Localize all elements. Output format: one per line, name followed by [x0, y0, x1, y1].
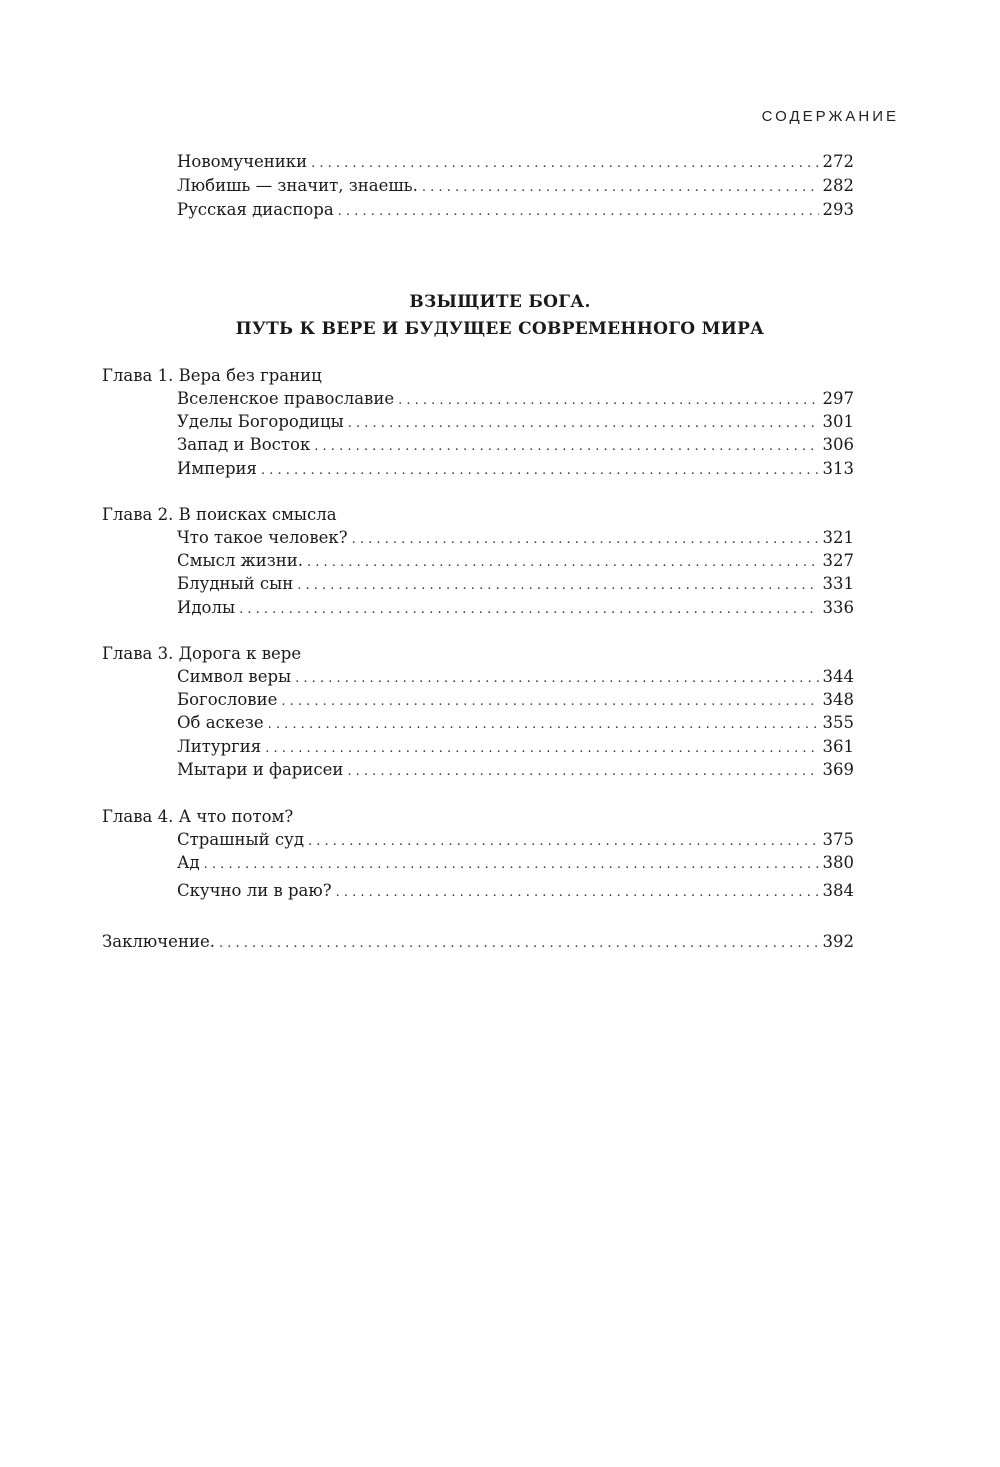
- toc-entry-title: Литургия: [177, 737, 262, 756]
- toc-entry-page: 375: [822, 830, 854, 849]
- toc-entry-title: Богословие: [177, 690, 278, 709]
- toc-entry-page: 306: [822, 435, 854, 454]
- toc-entry[interactable]: [177, 666, 854, 690]
- toc-entry-page: 321: [822, 528, 854, 547]
- toc-entry-page: 272: [822, 152, 854, 171]
- leader-dots: [314, 436, 818, 458]
- leader-dots: [336, 882, 819, 904]
- toc-entry[interactable]: [177, 712, 854, 736]
- toc-entry-page: 380: [822, 853, 854, 872]
- toc-entry[interactable]: [177, 434, 854, 458]
- leader-dots: [204, 854, 819, 876]
- leader-dots: [307, 552, 819, 574]
- toc-entry[interactable]: [177, 597, 854, 621]
- toc-entry-title: Что такое человек?: [177, 528, 348, 547]
- toc-entry-page: 293: [822, 200, 854, 219]
- toc-entry-conclusion[interactable]: [102, 931, 854, 955]
- toc-entry-title: Новомученики: [177, 152, 308, 171]
- toc-entry-title: Запад и Восток: [177, 435, 311, 454]
- chapter-heading[interactable]: Глава 3. Дорога к вере: [102, 644, 302, 663]
- toc-entry-title: Любишь — значит, знаешь.: [177, 176, 418, 195]
- toc-entry[interactable]: [177, 880, 854, 904]
- toc-entry[interactable]: [177, 411, 854, 435]
- toc-entry-title: Мытари и фарисеи: [177, 760, 344, 779]
- toc-entry-title: Страшный суд: [177, 830, 304, 849]
- leader-dots: [338, 201, 819, 223]
- toc-entry[interactable]: [177, 852, 854, 876]
- leader-dots: [347, 761, 818, 783]
- toc-entry-page: 331: [822, 574, 854, 593]
- toc-entry-page: 344: [822, 667, 854, 686]
- chapter-heading[interactable]: Глава 2. В поисках смысла: [102, 505, 337, 524]
- toc-entry[interactable]: [177, 388, 854, 412]
- leader-dots: [348, 413, 819, 435]
- toc-entry-title: Скучно ли в раю?: [177, 881, 332, 900]
- toc-entry-title: Смысл жизни.: [177, 551, 303, 570]
- leader-dots: [311, 153, 818, 175]
- leader-dots: [268, 714, 819, 736]
- toc-entry-title: Империя: [177, 459, 257, 478]
- leader-dots: [239, 599, 818, 621]
- leader-dots: [398, 390, 818, 412]
- running-head: СОДЕРЖАНИЕ: [761, 108, 899, 125]
- toc-entry-page: 384: [822, 881, 854, 900]
- toc-entry-page: 336: [822, 598, 854, 617]
- leader-dots: [308, 831, 819, 853]
- leader-dots: [422, 177, 819, 199]
- toc-entry[interactable]: [177, 550, 854, 574]
- toc-entry[interactable]: [177, 759, 854, 783]
- toc-entry[interactable]: [177, 458, 854, 482]
- leader-dots: [352, 529, 819, 551]
- toc-entry-title: Идолы: [177, 598, 236, 617]
- toc-entry-title: Об аскезе: [177, 713, 264, 732]
- part-title-line-1: ВЗЫЩИТЕ БОГА.: [409, 292, 591, 312]
- toc-entry-title: Символ веры: [177, 667, 292, 686]
- toc-entry[interactable]: [177, 689, 854, 713]
- toc-entry-page: 369: [822, 760, 854, 779]
- toc-entry-title: Уделы Богородицы: [177, 412, 344, 431]
- toc-entry-title: Блудный сын: [177, 574, 294, 593]
- toc-entry-title: Ад: [177, 853, 200, 872]
- part-title-line-2: ПУТЬ К ВЕРЕ И БУДУЩЕЕ СОВРЕМЕННОГО МИРА: [235, 319, 765, 339]
- toc-entry-title: Вселенское православие: [177, 389, 395, 408]
- toc-entry[interactable]: [177, 573, 854, 597]
- toc-entry[interactable]: [177, 199, 854, 223]
- leader-dots: [261, 460, 819, 482]
- toc-entry-page: 301: [822, 412, 854, 431]
- toc-entry[interactable]: [177, 829, 854, 853]
- toc-entry-page: 348: [822, 690, 854, 709]
- toc-entry[interactable]: [177, 151, 854, 175]
- toc-entry-page: 355: [822, 713, 854, 732]
- toc-entry-page: 297: [822, 389, 854, 408]
- toc-entry[interactable]: [177, 527, 854, 551]
- leader-dots: [219, 933, 819, 955]
- toc-entry-page: 313: [822, 459, 854, 478]
- toc-entry-page: 361: [822, 737, 854, 756]
- toc-entry-page: 392: [822, 932, 854, 951]
- chapter-heading[interactable]: Глава 4. А что потом?: [102, 807, 294, 826]
- leader-dots: [265, 738, 818, 760]
- chapter-heading[interactable]: Глава 1. Вера без границ: [102, 366, 322, 385]
- toc-entry-page: 282: [822, 176, 854, 195]
- leader-dots: [297, 575, 818, 597]
- toc-entry-page: 327: [822, 551, 854, 570]
- leader-dots: [281, 691, 818, 713]
- toc-entry[interactable]: [177, 175, 854, 199]
- toc-entry[interactable]: [177, 736, 854, 760]
- toc-entry-title: Заключение.: [102, 932, 215, 951]
- toc-entry-title: Русская диаспора: [177, 200, 334, 219]
- leader-dots: [295, 668, 818, 690]
